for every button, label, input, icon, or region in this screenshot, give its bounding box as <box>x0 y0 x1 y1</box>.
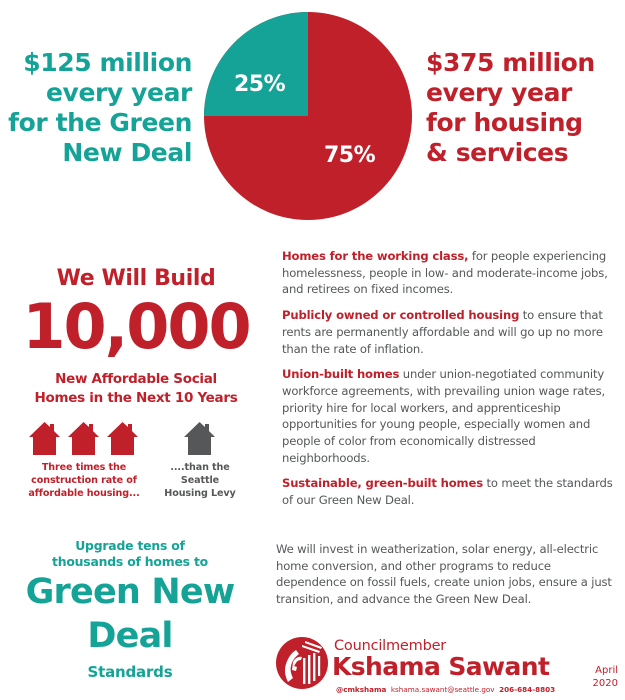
gnd-title <box>0 570 260 658</box>
pie-slice-gnd <box>204 12 308 116</box>
red-houses-caption <box>22 461 146 500</box>
principle-lead: Homes for the working class, <box>282 249 469 263</box>
grey-house-caption <box>164 461 236 500</box>
headline-line: & services <box>426 138 569 167</box>
seattle-city-logo-icon <box>275 636 329 690</box>
build-subtitle <box>20 370 252 408</box>
principle-lead: Publicly owned or controlled housing <box>282 308 520 323</box>
principle-text: for people experiencing homelessness, people in low- and moderate-income jobs, and retirees on fixed incomes. <box>282 249 608 297</box>
headline-line: every year <box>426 78 572 107</box>
email-link[interactable]: kshama.sawant@seattle.gov <box>390 685 495 694</box>
twitter-handle[interactable]: @cmkshama <box>336 685 387 694</box>
caption-line: affordable housing... <box>28 488 140 499</box>
principle-text: to meet the standards of our Green New Deal. <box>282 476 613 508</box>
house-icon <box>106 420 139 456</box>
caption-line: Housing Levy <box>164 488 236 499</box>
principle-union-built <box>282 366 622 466</box>
principle-lead: Union-built homes <box>282 367 400 382</box>
housing-funding-headline <box>426 48 625 168</box>
house-icon-grey <box>183 420 216 456</box>
signature-role: Councilmember <box>334 638 447 654</box>
build-number: 10,000 <box>22 290 250 363</box>
principle-text: to ensure that rents are permanently affordable and will go up no more than the rate of inflation. <box>282 308 603 356</box>
signature-contact <box>336 685 555 694</box>
house-icon <box>28 420 61 456</box>
date-year: 2020 <box>592 678 618 689</box>
publication-date <box>578 664 618 690</box>
phone-number[interactable]: 206-684-8803 <box>499 685 556 694</box>
gnd-title-line: Green New <box>25 572 235 612</box>
caption-line: ....than the <box>170 462 230 473</box>
headline-line: for housing <box>426 108 583 137</box>
gnd-title-line: Deal <box>87 616 173 656</box>
caption-line: Three times the <box>41 462 127 473</box>
headline-line: for the Green <box>8 108 192 137</box>
intro-line: Upgrade tens of <box>75 538 185 553</box>
headline-line: every year <box>46 78 192 107</box>
date-month: April <box>595 665 618 676</box>
principle-public-housing <box>282 307 622 357</box>
principle-text: under union-negotiated community workforce agreements, with prevailing union wage rates, priority hire for local workers, and apprenticeship opportunities for young people, especially women and people of color from economically distressed neighborhoods. <box>282 367 606 465</box>
gnd-paragraph: We will invest in weatherization, solar energy, all-electric home conversion, and other programs to reduce dependence on fossil fuels, create union jobs, ensure a just transition, and advance the Green New Deal. <box>276 542 612 607</box>
headline-line: New Deal <box>62 138 192 167</box>
house-icon <box>67 420 100 456</box>
subtitle-line: Homes in the Next 10 Years <box>34 390 238 406</box>
principle-lead: Sustainable, green-built homes <box>282 476 483 491</box>
gnd-standards: Standards <box>87 663 173 681</box>
budget-pie-chart <box>204 12 412 220</box>
principle-working-class <box>282 248 622 298</box>
gnd-amount: $125 million <box>23 48 192 77</box>
pie-label-housing: 75% <box>324 143 376 168</box>
housing-principles-list <box>282 248 622 518</box>
caption-line: Seattle <box>180 475 220 486</box>
principle-green-built <box>282 475 622 508</box>
gnd-funding-headline <box>0 48 192 168</box>
subtitle-line: New Affordable Social <box>55 371 217 387</box>
caption-line: construction rate of <box>31 475 137 486</box>
signature-name: Kshama Sawant <box>332 652 550 681</box>
build-title: We Will Build <box>56 266 216 291</box>
gnd-intro <box>30 538 230 570</box>
pie-label-gnd: 25% <box>234 72 286 97</box>
housing-amount: $375 million <box>426 48 595 77</box>
intro-line: thousands of homes to <box>52 554 208 569</box>
